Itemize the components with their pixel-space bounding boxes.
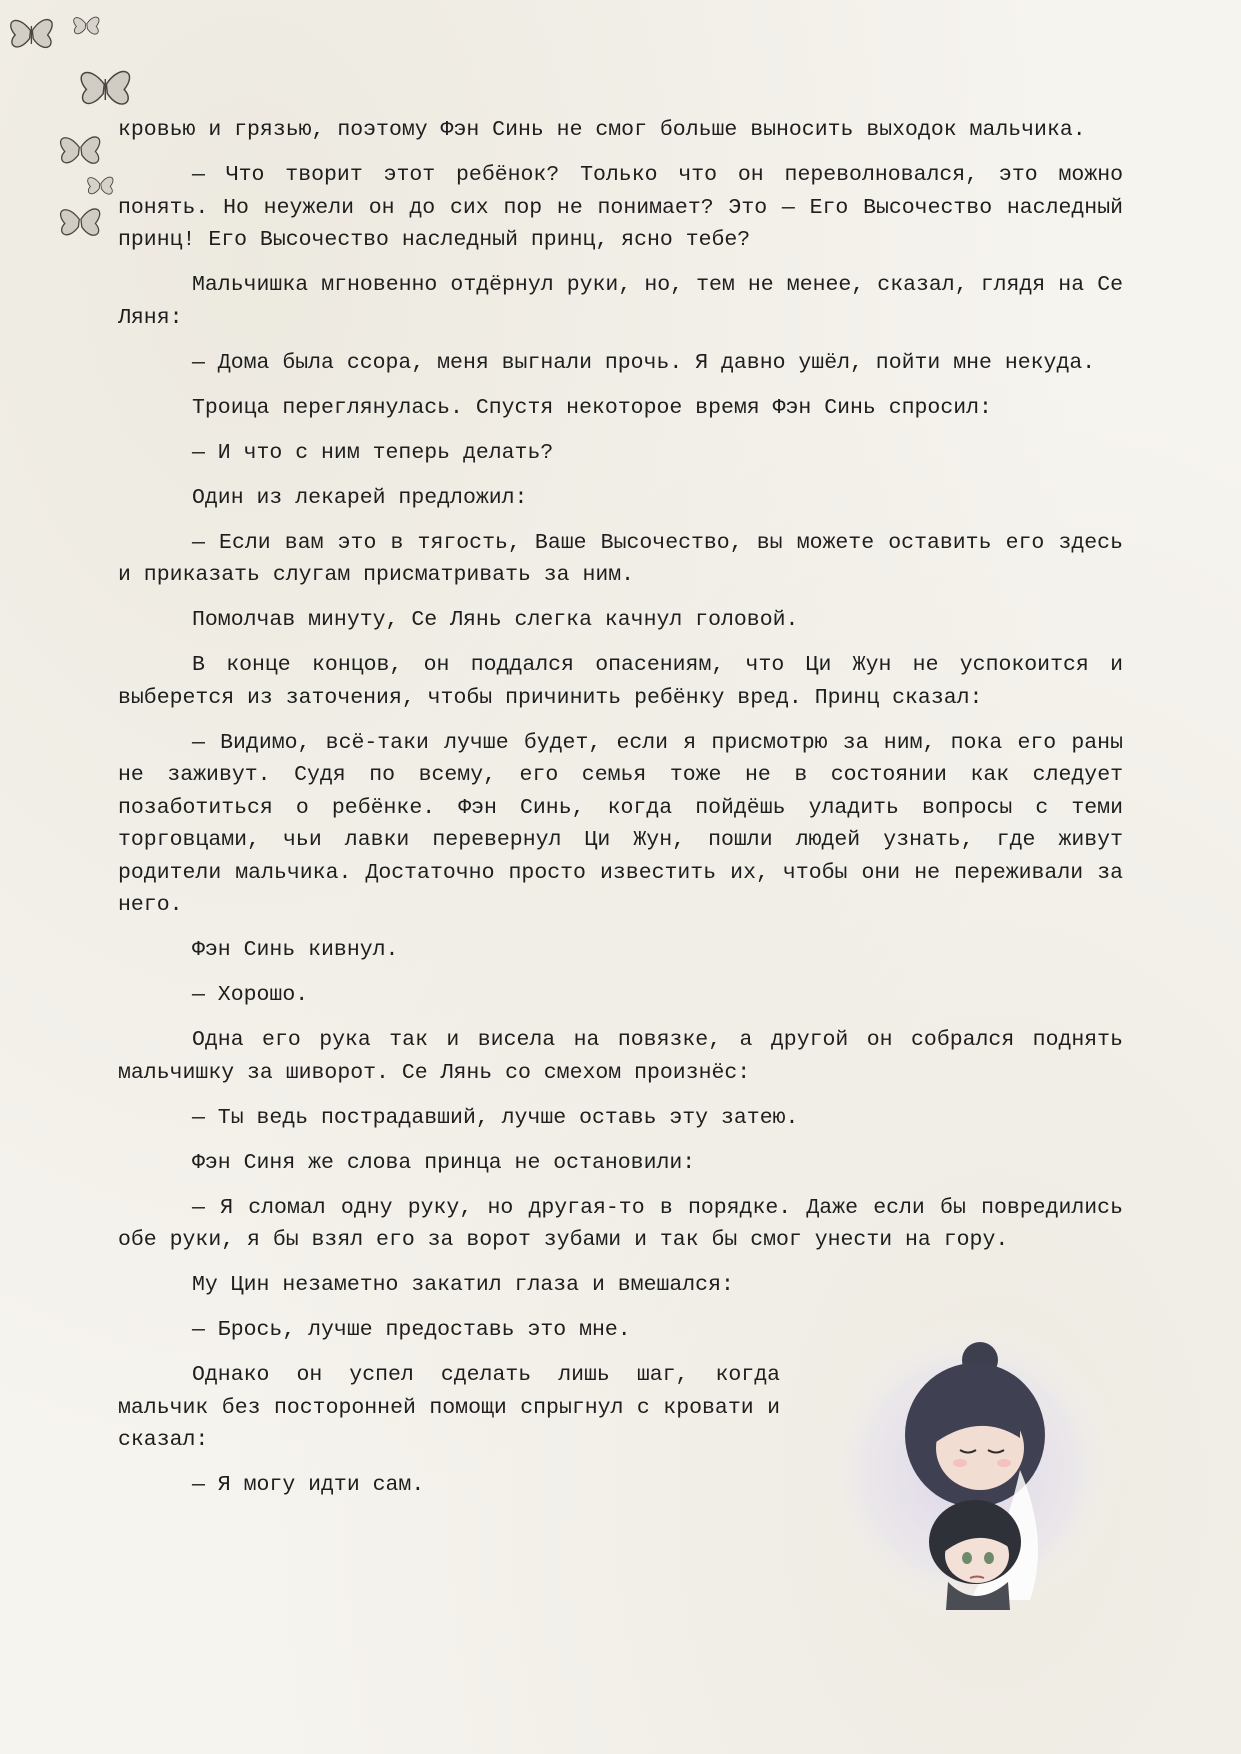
paragraph: Троица переглянулась. Спустя некоторое время Фэн Синь спросил:	[192, 395, 992, 420]
chibi-characters-illustration	[820, 1320, 1120, 1620]
paragraph: Фэн Синь кивнул.	[192, 938, 399, 962]
paragraph: — Брось, лучше предоставь это мне.	[192, 1318, 631, 1342]
paragraph: Одна его рука так и висела на повязке, а другой он собрался поднять мальчишку за шиворот. Се Лянь со смехом произнёс:	[118, 1028, 1123, 1085]
paragraph: — Если вам это в тягость, Ваше Высочество, вы можете оставить его здесь и приказать слугам присматривать за ним.	[118, 530, 1123, 587]
paragraph: кровью и грязью, поэтому Фэн Синь не смог больше выносить выходок мальчика.	[118, 118, 1086, 142]
paragraph: — Ты ведь пострадавший, лучше оставь эту затею.	[192, 1105, 799, 1130]
paragraph: — И что с ним теперь делать?	[192, 440, 554, 465]
paragraph: Один из лекарей предложил:	[192, 485, 528, 510]
paragraph: Му Цин незаметно закатил глаза и вмешался:	[192, 1273, 734, 1297]
paragraph: В конце концов, он поддался опасениям, что Ци Жун не успокоится и выберется из заточения, чтобы причинить ребёнку вред. Принц сказал:	[118, 653, 1123, 710]
paragraph: — Видимо, всё-таки лучше будет, если я присмотрю за ним, пока его раны не заживут. Судя по всему, его семья тоже не в состоянии как следует позаботиться о ребёнке. Фэн Синь, когда пойдёшь уладить вопросы с теми торговцами, чьи лавки перевернул Ци Жун, пошли людей узнать, где живут родители мальчика. Достаточно просто известить их, чтобы они не переживали за него.	[118, 730, 1123, 917]
paragraph: — Я могу идти сам.	[192, 1473, 425, 1497]
paragraph: Фэн Синя же слова принца не остановили:	[192, 1150, 696, 1175]
butterfly-icon	[61, 209, 100, 235]
butterfly-icon	[81, 72, 129, 104]
butterfly-icon	[11, 20, 52, 48]
paragraph: Мальчишка мгновенно отдёрнул руки, но, тем не менее, сказал, глядя на Се Ляня:	[118, 273, 1123, 330]
paragraph: Помолчав минуту, Се Лянь слегка качнул головой.	[192, 608, 799, 632]
text-block	[118, 114, 1123, 1514]
butterfly-icon	[61, 137, 100, 163]
paragraph: — Дома была ссора, меня выгнали прочь. Я давно ушёл, пойти мне некуда.	[192, 350, 1096, 375]
butterfly-icon	[74, 17, 99, 34]
paragraph: Однако он успел сделать лишь шаг, когда мальчик без посторонней помощи спрыгнул с кровати и сказал:	[118, 1363, 780, 1452]
butterfly-icon	[88, 177, 113, 194]
paragraph: — Я сломал одну руку, но другая-то в порядке. Даже если бы повредились обе руки, я бы взял его за ворот зубами и так бы смог унести на гору.	[118, 1195, 1123, 1252]
paragraph: — Хорошо.	[192, 983, 309, 1007]
paragraph: — Что творит этот ребёнок? Только что он переволновался, это можно понять. Но неужели он до сих пор не понимает? Это — Его Высочество наследный принц! Его Высочество наследный принц, ясно тебе?	[118, 163, 1123, 252]
